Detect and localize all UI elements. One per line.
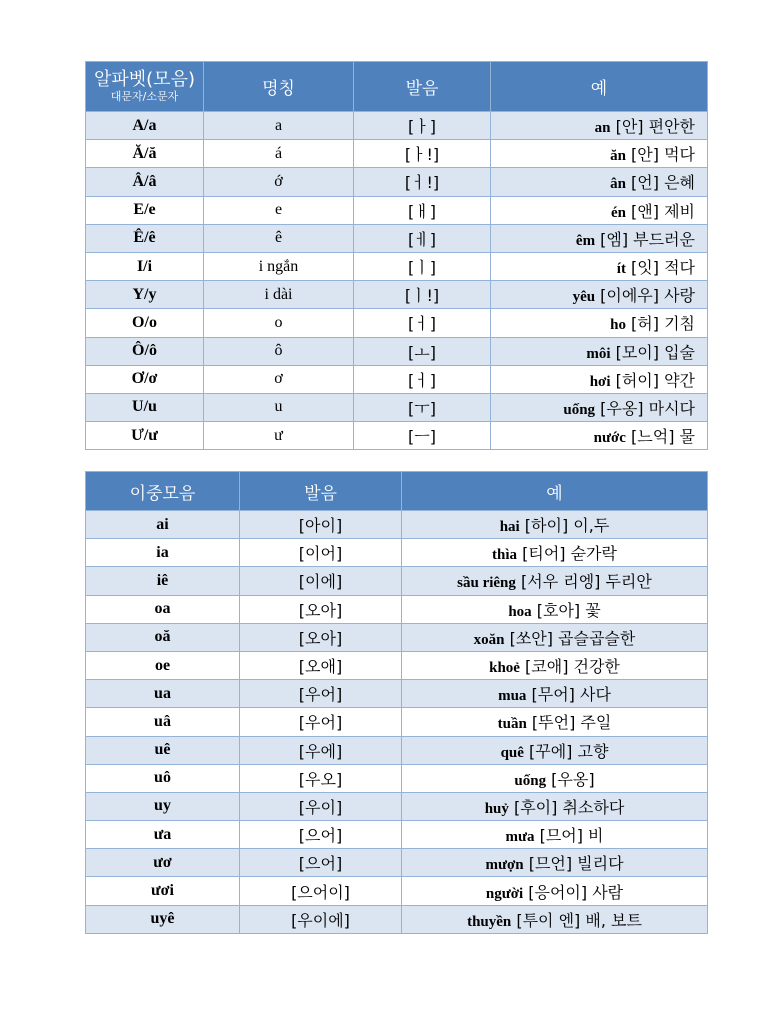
example-korean: [후이] 취소하다	[508, 797, 625, 817]
table-row	[86, 680, 708, 708]
example-cell	[402, 849, 708, 877]
example-korean: [뚜언] 주일	[526, 713, 612, 733]
diphthong-cell: uê	[86, 736, 240, 764]
pron-cell: [우이]	[240, 792, 402, 820]
letter-cell: Ơ/ơ	[86, 365, 204, 393]
example-vietnamese: huỷ	[484, 800, 509, 817]
example-cell	[402, 905, 708, 933]
table-row	[86, 196, 708, 224]
example-vietnamese: mưa	[505, 829, 535, 846]
table-row	[86, 905, 708, 933]
example-cell	[402, 595, 708, 623]
example-vietnamese: an	[594, 120, 611, 137]
example-korean: [모이] 입술	[610, 342, 695, 362]
name-cell: e	[204, 196, 354, 224]
example-cell	[402, 680, 708, 708]
example-cell	[402, 736, 708, 764]
table-row	[86, 365, 708, 393]
example-vietnamese: sầu riêng	[457, 575, 516, 592]
example-cell	[491, 281, 708, 309]
vowel-table-header	[86, 62, 708, 112]
diphthong-cell: uyê	[86, 905, 240, 933]
table-row	[86, 764, 708, 792]
example-vietnamese: mượn	[485, 857, 524, 874]
diphthong-cell: iê	[86, 567, 240, 595]
example-cell	[402, 764, 708, 792]
example-vietnamese: quê	[500, 744, 524, 761]
diphthong-cell: ưa	[86, 821, 240, 849]
example-cell	[402, 792, 708, 820]
table-row	[86, 252, 708, 280]
diphthong-cell: ươ	[86, 849, 240, 877]
pron-cell: [으어]	[240, 821, 402, 849]
vowel-table	[85, 61, 708, 450]
letter-cell: Â/â	[86, 168, 204, 196]
example-cell	[491, 337, 708, 365]
example-korean: [우옹] 마시다	[595, 398, 695, 418]
example-korean: [이에우] 사랑	[595, 286, 695, 306]
header-example: 예	[402, 472, 708, 511]
example-korean: [느억] 물	[625, 427, 695, 447]
pron-cell: [우어]	[240, 680, 402, 708]
pron-cell: [ㅡ]	[354, 422, 491, 450]
pron-cell: [ㅜ]	[354, 393, 491, 421]
table-row	[86, 168, 708, 196]
example-cell	[402, 651, 708, 679]
table-row	[86, 337, 708, 365]
pron-cell: [오아]	[240, 623, 402, 651]
example-vietnamese: êm	[575, 232, 596, 249]
diphthong-cell: ai	[86, 511, 240, 539]
pron-cell: [ㅓ]	[354, 365, 491, 393]
table-row	[86, 281, 708, 309]
header-alphabet-sub: 대문자/소문자	[110, 89, 179, 103]
example-cell	[402, 623, 708, 651]
letter-cell: U/u	[86, 393, 204, 421]
example-vietnamese: thìa	[492, 547, 518, 564]
diphthong-cell: uô	[86, 764, 240, 792]
name-cell: ê	[204, 224, 354, 252]
name-cell: u	[204, 393, 354, 421]
letter-cell: O/o	[86, 309, 204, 337]
example-vietnamese: uống	[514, 772, 547, 789]
header-pron: 발음	[240, 472, 402, 511]
table-row	[86, 623, 708, 651]
diphthong-cell: oe	[86, 651, 240, 679]
pron-cell: [ㅗ]	[354, 337, 491, 365]
pron-cell: [ㅓ]	[354, 309, 491, 337]
example-korean: [우옹]	[546, 769, 595, 789]
example-vietnamese: thuyền	[467, 913, 512, 930]
table-row	[86, 849, 708, 877]
name-cell: á	[204, 140, 354, 168]
pron-cell: [오애]	[240, 651, 402, 679]
pron-cell: [ㅓ!]	[354, 168, 491, 196]
example-cell	[491, 140, 708, 168]
example-korean: [엠] 부드러운	[595, 229, 695, 249]
example-vietnamese: xoăn	[473, 631, 505, 648]
diphthong-cell: uâ	[86, 708, 240, 736]
example-vietnamese: mua	[498, 688, 527, 705]
example-korean: [호아] 꽃	[531, 600, 601, 620]
table-row	[86, 112, 708, 140]
example-vietnamese: môi	[586, 345, 611, 362]
diphthong-cell: oă	[86, 623, 240, 651]
example-cell	[491, 224, 708, 252]
table-row	[86, 792, 708, 820]
table-row	[86, 877, 708, 905]
diphthong-table-header	[86, 472, 708, 511]
example-korean: [무어] 사다	[526, 685, 611, 705]
table-row	[86, 140, 708, 168]
example-vietnamese: én	[610, 204, 626, 221]
letter-cell: A/a	[86, 112, 204, 140]
example-vietnamese: người	[485, 885, 524, 902]
pron-cell: [ㅣ!]	[354, 281, 491, 309]
example-korean: [므언] 빌리다	[523, 854, 624, 874]
header-alphabet-main: 알파벳(모음)	[94, 68, 195, 90]
table-row	[86, 651, 708, 679]
header-name: 명칭	[204, 62, 354, 112]
table-row	[86, 539, 708, 567]
table-row	[86, 821, 708, 849]
pron-cell: [우이에]	[240, 905, 402, 933]
pron-cell: [이에]	[240, 567, 402, 595]
example-cell	[491, 393, 708, 421]
header-diphthong: 이중모음	[86, 472, 240, 511]
example-cell	[402, 877, 708, 905]
table-row	[86, 708, 708, 736]
example-korean: [허이] 약간	[610, 370, 695, 390]
example-korean: [안] 편안한	[610, 117, 695, 137]
diphthong-cell: ua	[86, 680, 240, 708]
example-korean: [쏘안] 곱슬곱슬한	[504, 628, 636, 648]
pron-cell: [ㅏ!]	[354, 140, 491, 168]
pron-cell: [우오]	[240, 764, 402, 792]
table-row	[86, 567, 708, 595]
pron-cell: [ㅐ]	[354, 196, 491, 224]
example-cell	[491, 168, 708, 196]
table-row	[86, 736, 708, 764]
example-korean: [서우 리엥] 두리안	[515, 572, 652, 592]
header-example: 예	[491, 62, 708, 112]
table-row	[86, 422, 708, 450]
pron-cell: [아이]	[240, 511, 402, 539]
diphthong-cell: oa	[86, 595, 240, 623]
example-korean: [언] 은혜	[625, 173, 695, 193]
example-vietnamese: ân	[610, 176, 626, 193]
example-cell	[402, 567, 708, 595]
example-vietnamese: ho	[610, 317, 626, 334]
example-vietnamese: nước	[593, 430, 626, 447]
example-korean: [꾸에] 고향	[523, 741, 609, 761]
name-cell: ớ	[204, 168, 354, 196]
pron-cell: [ㅣ]	[354, 252, 491, 280]
pron-cell: [ㅏ]	[354, 112, 491, 140]
letter-cell: I/i	[86, 252, 204, 280]
diphthong-cell: ươi	[86, 877, 240, 905]
example-vietnamese: hai	[499, 519, 520, 536]
pron-cell: [ㅔ]	[354, 224, 491, 252]
header-pron: 발음	[354, 62, 491, 112]
example-korean: [응어이] 사람	[523, 882, 624, 902]
header-alphabet	[86, 62, 204, 112]
example-vietnamese: khoẻ	[489, 660, 520, 677]
example-korean: [앤] 제비	[625, 201, 695, 221]
name-cell: a	[204, 112, 354, 140]
example-cell	[491, 196, 708, 224]
example-korean: [잇] 적다	[625, 258, 695, 278]
example-vietnamese: yêu	[572, 289, 596, 306]
letter-cell: Ô/ô	[86, 337, 204, 365]
pron-cell: [우에]	[240, 736, 402, 764]
letter-cell: Ư/ư	[86, 422, 204, 450]
name-cell: i ngắn	[204, 252, 354, 280]
example-vietnamese: tuần	[497, 716, 527, 733]
example-vietnamese: hơi	[589, 373, 611, 390]
table-row	[86, 309, 708, 337]
example-vietnamese: ăn	[610, 148, 626, 165]
example-cell	[402, 511, 708, 539]
example-korean: [투이 엔] 배, 보트	[511, 910, 642, 930]
table-row	[86, 511, 708, 539]
name-cell: o	[204, 309, 354, 337]
diphthong-cell: ia	[86, 539, 240, 567]
example-cell	[491, 252, 708, 280]
example-cell	[402, 539, 708, 567]
letter-cell: Ă/ă	[86, 140, 204, 168]
table-row	[86, 595, 708, 623]
example-korean: [안] 먹다	[625, 145, 695, 165]
pron-cell: [우어]	[240, 708, 402, 736]
pron-cell: [오아]	[240, 595, 402, 623]
example-korean: [허] 기침	[625, 314, 695, 334]
table-row	[86, 224, 708, 252]
pron-cell: [으어]	[240, 849, 402, 877]
example-cell	[491, 365, 708, 393]
table-row	[86, 393, 708, 421]
example-vietnamese: uống	[563, 401, 596, 418]
example-cell	[491, 422, 708, 450]
example-korean: [므어] 비	[534, 826, 604, 846]
diphthong-table	[85, 471, 708, 934]
name-cell: ơ	[204, 365, 354, 393]
example-cell	[491, 309, 708, 337]
pron-cell: [으어이]	[240, 877, 402, 905]
pron-cell: [이어]	[240, 539, 402, 567]
name-cell: ư	[204, 422, 354, 450]
letter-cell: Ê/ê	[86, 224, 204, 252]
example-korean: [티어] 숟가락	[517, 544, 617, 564]
example-cell	[402, 708, 708, 736]
name-cell: ô	[204, 337, 354, 365]
example-cell	[402, 821, 708, 849]
example-vietnamese: ít	[616, 261, 626, 278]
example-korean: [코애] 건강한	[519, 657, 620, 677]
example-cell	[491, 112, 708, 140]
letter-cell: Y/y	[86, 281, 204, 309]
example-vietnamese: hoa	[508, 603, 532, 620]
diphthong-cell: uy	[86, 792, 240, 820]
example-korean: [하이] 이,두	[519, 516, 610, 536]
name-cell: i dài	[204, 281, 354, 309]
letter-cell: E/e	[86, 196, 204, 224]
